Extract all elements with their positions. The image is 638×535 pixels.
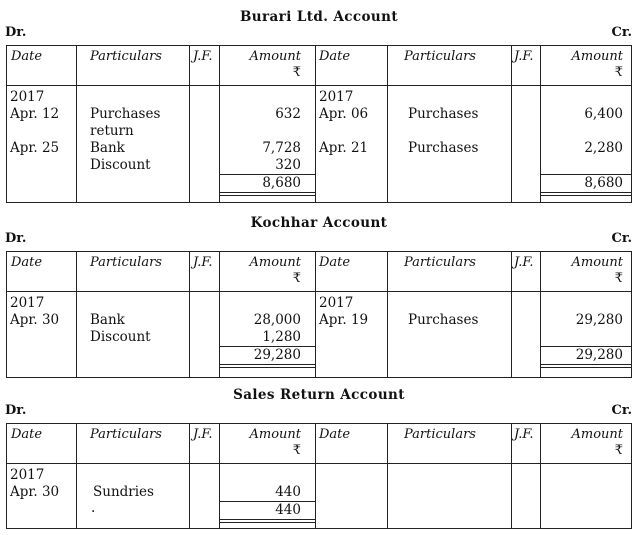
ledger-title: Burari Ltd. Account <box>240 9 398 25</box>
debit-label: Dr. <box>5 25 27 40</box>
ledger-table <box>6 423 632 529</box>
entry-particulars: Discount <box>90 329 151 345</box>
credit-label: Cr. <box>611 403 632 418</box>
entry-date: Apr. 06 <box>319 106 369 122</box>
header-particulars: Particulars <box>404 49 476 64</box>
entry-particulars: Sundries <box>93 484 154 500</box>
header-date: Date <box>319 49 351 64</box>
header-jf: J.F. <box>514 427 534 442</box>
entry-amount: 6,400 <box>584 106 623 122</box>
entry-date: Apr. 25 <box>10 140 60 156</box>
header-amount: Amount <box>571 255 623 270</box>
entry-particulars: Purchases <box>90 106 161 122</box>
header-date: Date <box>11 427 43 442</box>
rupee-symbol: ₹ <box>292 65 301 80</box>
entry-amount: 440 <box>275 484 301 500</box>
ledger-title: Sales Return Account <box>233 387 405 403</box>
credit-label: Cr. <box>611 231 632 246</box>
header-jf: J.F. <box>193 427 213 442</box>
rupee-symbol: ₹ <box>614 271 623 286</box>
header-particulars: Particulars <box>404 427 476 442</box>
debit-label: Dr. <box>5 231 27 246</box>
header-jf: J.F. <box>193 49 213 64</box>
header-amount: Amount <box>249 427 301 442</box>
year: 2017 <box>10 89 45 105</box>
entry-amount: 1,280 <box>262 329 301 345</box>
ledger-sales-return <box>0 386 638 518</box>
year: 2017 <box>319 89 354 105</box>
entry-date: Apr. 12 <box>10 106 60 122</box>
year: 2017 <box>10 295 45 311</box>
entry-date: Apr. 30 <box>10 484 60 500</box>
header-jf: J.F. <box>193 255 213 270</box>
header-jf: J.F. <box>514 255 534 270</box>
header-date: Date <box>319 255 351 270</box>
header-date: Date <box>319 427 351 442</box>
debit-label: Dr. <box>5 403 27 418</box>
entry-particulars: Purchases <box>408 140 479 156</box>
header-date: Date <box>11 255 43 270</box>
entry-particulars: Purchases <box>408 312 479 328</box>
rupee-symbol: ₹ <box>292 271 301 286</box>
entry-amount: 7,728 <box>262 140 301 156</box>
rupee-symbol: ₹ <box>292 443 301 458</box>
total-amount: 440 <box>275 502 301 518</box>
total-amount: 29,280 <box>253 347 301 363</box>
entry-date: Apr. 30 <box>10 312 60 328</box>
total-amount: 8,680 <box>262 175 301 191</box>
ledger-kochhar <box>0 214 638 363</box>
ledger-table <box>6 45 632 203</box>
entry-particulars: Bank <box>90 312 125 328</box>
credit-label: Cr. <box>611 25 632 40</box>
rupee-symbol: ₹ <box>614 65 623 80</box>
ledger-table <box>6 251 632 378</box>
header-amount: Amount <box>571 49 623 64</box>
header-jf: J.F. <box>514 49 534 64</box>
entry-particulars: Discount <box>90 157 151 173</box>
entry-amount: 320 <box>275 157 301 173</box>
entry-date: Apr. 19 <box>319 312 369 328</box>
entry-date: Apr. 21 <box>319 140 369 156</box>
entry-amount: 632 <box>275 106 301 122</box>
total-amount: 29,280 <box>575 347 623 363</box>
year: 2017 <box>10 467 45 483</box>
ledger-burari <box>0 8 638 191</box>
year: 2017 <box>319 295 354 311</box>
rupee-symbol: ₹ <box>614 443 623 458</box>
entry-amount: 28,000 <box>253 312 301 328</box>
header-particulars: Particulars <box>90 49 162 64</box>
entry-amount: 29,280 <box>575 312 623 328</box>
header-date: Date <box>11 49 43 64</box>
header-amount: Amount <box>249 49 301 64</box>
entry-amount: 2,280 <box>584 140 623 156</box>
header-amount: Amount <box>571 427 623 442</box>
entry-particulars: Purchases <box>408 106 479 122</box>
entry-particulars: return <box>90 123 134 139</box>
entry-particulars: Bank <box>90 140 125 156</box>
header-amount: Amount <box>249 255 301 270</box>
header-particulars: Particulars <box>90 255 162 270</box>
header-particulars: Particulars <box>404 255 476 270</box>
total-amount: 8,680 <box>584 175 623 191</box>
header-particulars: Particulars <box>90 427 162 442</box>
entry-particulars: . <box>91 500 96 516</box>
ledger-title: Kochhar Account <box>250 215 388 231</box>
